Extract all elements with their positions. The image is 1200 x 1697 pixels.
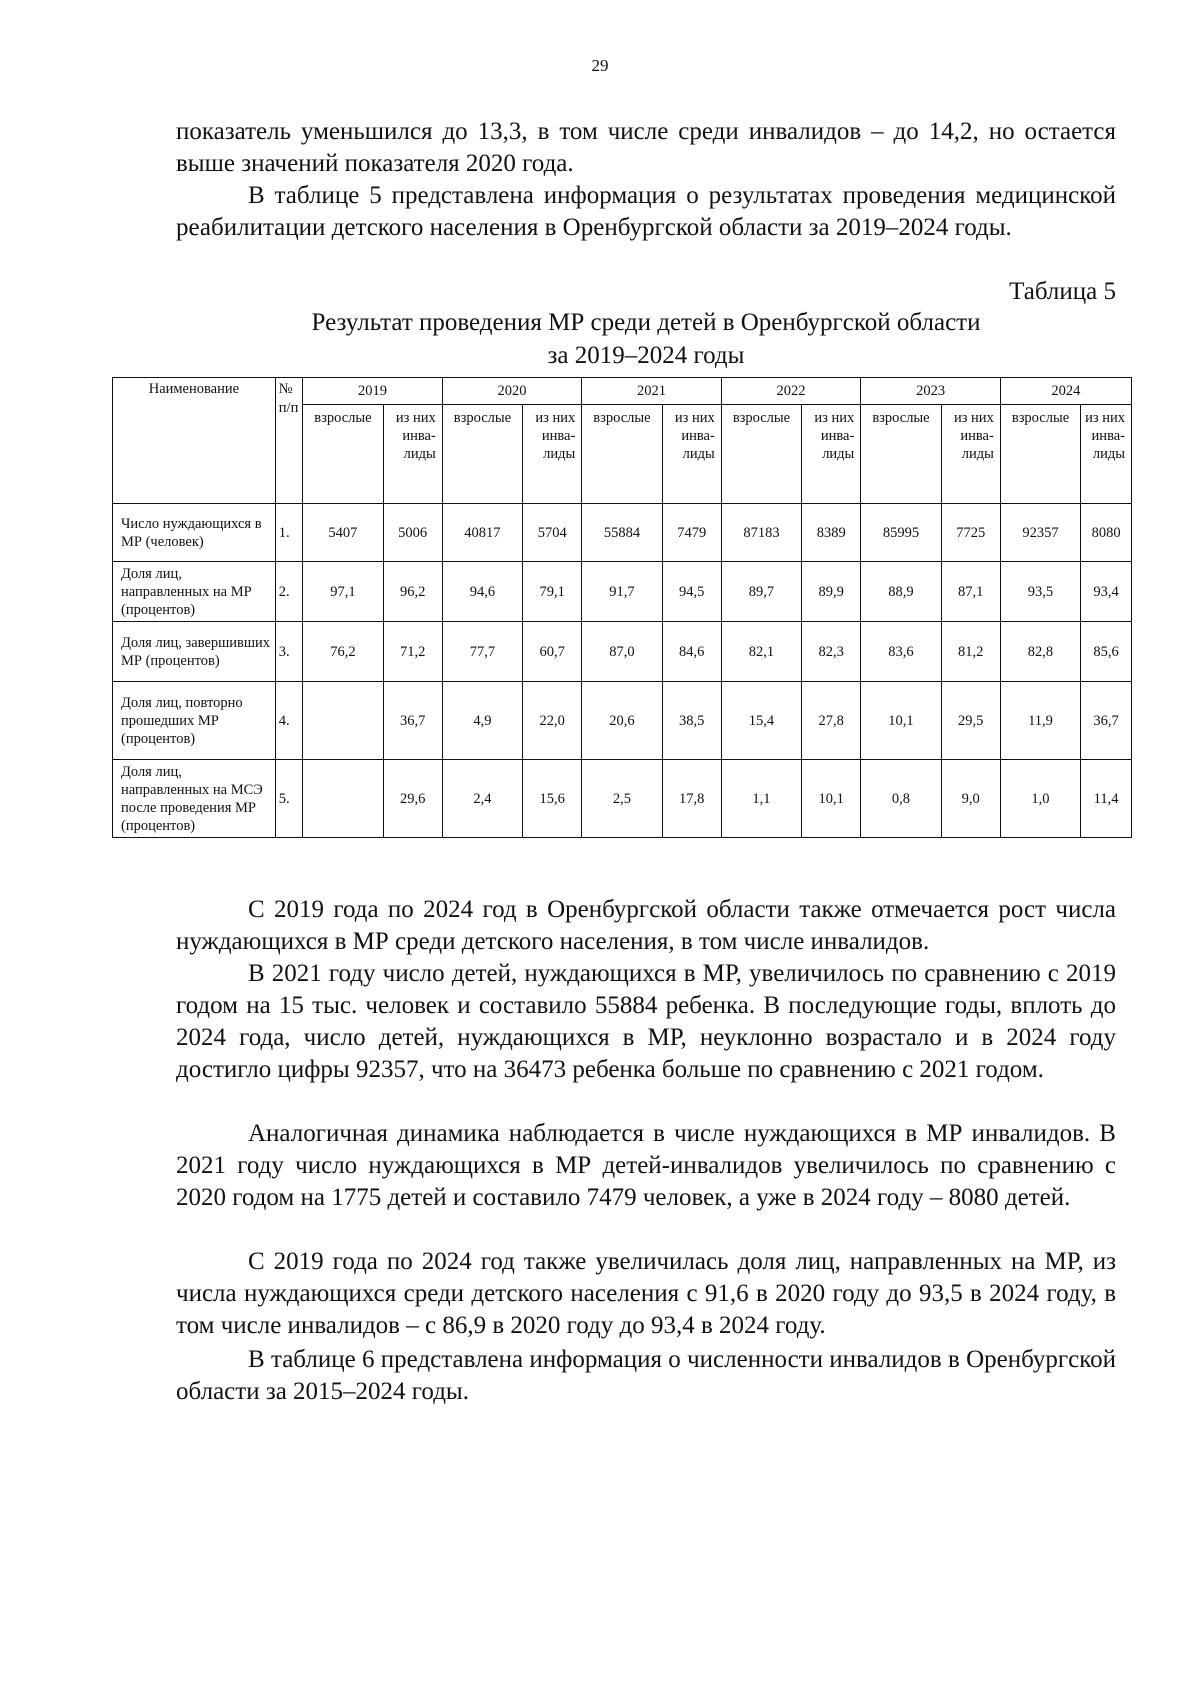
header-disabled: из них инва-лиды [523, 405, 582, 504]
table-cell: 10,1 [861, 682, 941, 760]
paragraph: Аналогичная динамика наблюдается в числе нуждающихся в МР инвалидов. В 2021 году число нуждающихся в МР детей-инвалидов увеличилось по сравнению с 2020 годом на 1775 детей и составило 7479 человек, а уже в 2024 году – 8080 детей. [176, 1120, 1116, 1211]
table-cell: 8389 [802, 504, 861, 562]
table-cell: 71,2 [383, 622, 442, 682]
header-disabled: из них инва-лиды [383, 405, 442, 504]
table-cell: 2,5 [582, 760, 662, 838]
table-cell: 89,7 [721, 562, 801, 622]
header-year: 2020 [442, 378, 582, 405]
table-cell: 27,8 [802, 682, 861, 760]
table-cell: 22,0 [523, 682, 582, 760]
header-adults: взрослые [1000, 405, 1080, 504]
table-cell: 89,9 [802, 562, 861, 622]
table-cell: 7479 [662, 504, 721, 562]
table-cell: 4,9 [442, 682, 522, 760]
table-cell: 82,3 [802, 622, 861, 682]
table-cell: 40817 [442, 504, 522, 562]
table-cell: 82,1 [721, 622, 801, 682]
table-row [113, 682, 1132, 760]
paragraph: В таблице 6 представлена информация о численности инвалидов в Оренбургской области за 2015–2024 годы. [176, 1346, 1116, 1405]
table-cell: 11,4 [1081, 760, 1132, 838]
row-name: Доля лиц, повторно прошедших МР (процентов) [113, 682, 276, 760]
table-cell: 82,8 [1000, 622, 1080, 682]
table-row [113, 760, 1132, 838]
table-cell: 1,0 [1000, 760, 1080, 838]
table-cell: 77,7 [442, 622, 522, 682]
paragraph: С 2019 года по 2024 год в Оренбургской области также отмечается рост числа нуждающихся в МР среди детского населения, в том числе инвалидов. [176, 896, 1116, 955]
table-cell: 20,6 [582, 682, 662, 760]
table-cell: 5407 [303, 504, 383, 562]
table-cell: 9,0 [941, 760, 1000, 838]
header-adults: взрослые [861, 405, 941, 504]
row-name: Доля лиц, завершивших МР (процентов) [113, 622, 276, 682]
header-adults: взрослые [442, 405, 522, 504]
table-title-line-1: Результат проведения МР среди детей в Оренбургской области [311, 309, 981, 336]
table-cell: 94,5 [662, 562, 721, 622]
table-cell: 96,2 [383, 562, 442, 622]
header-disabled: из них инва-лиды [941, 405, 1000, 504]
paragraph: В 2021 году число детей, нуждающихся в МР, увеличилось по сравнению с 2019 годом на 15 тыс. человек и составило 55884 ребенка. В последующие годы, вплоть до 2024 года, число детей, нуждающихся в МР, неуклонно возрастало и в 2024 году достигло цифры 92357, что на 36473 ребенка больше по сравнению с 2021 годом. [176, 960, 1116, 1083]
header-year: 2022 [721, 378, 861, 405]
header-disabled: из них инва-лиды [1081, 405, 1132, 504]
row-number: 2. [275, 562, 302, 622]
table-cell: 5704 [523, 504, 582, 562]
header-year: 2021 [582, 378, 722, 405]
table-row [113, 504, 1132, 562]
table-cell: 55884 [582, 504, 662, 562]
table-cell: 84,6 [662, 622, 721, 682]
table-cell [303, 682, 383, 760]
table-row [113, 562, 1132, 622]
table-cell: 36,7 [383, 682, 442, 760]
table-cell: 17,8 [662, 760, 721, 838]
table-cell: 15,4 [721, 682, 801, 760]
table-cell: 5006 [383, 504, 442, 562]
table-cell: 76,2 [303, 622, 383, 682]
header-name: Наименование [113, 378, 276, 504]
paragraph: С 2019 года по 2024 год также увеличилась доля лиц, направленных на МР, из числа нуждающихся среди детского населения с 91,6 в 2020 году до 93,5 в 2024 году, в том числе инвалидов – с 86,9 в 2020 году до 93,4 в 2024 году. [176, 1248, 1116, 1339]
row-number: 1. [275, 504, 302, 562]
header-number: № п/п [275, 378, 302, 504]
table-cell: 97,1 [303, 562, 383, 622]
row-name: Число нуждающихся в МР (человек) [113, 504, 276, 562]
table-cell: 91,7 [582, 562, 662, 622]
table-cell: 88,9 [861, 562, 941, 622]
table-title-line-2: за 2019–2024 годы [547, 342, 745, 369]
table-label: Таблица 5 [1009, 278, 1116, 305]
table-cell: 92357 [1000, 504, 1080, 562]
table-cell: 15,6 [523, 760, 582, 838]
table-cell: 83,6 [861, 622, 941, 682]
header-year: 2019 [303, 378, 443, 405]
table-cell: 7725 [941, 504, 1000, 562]
table-cell: 29,6 [383, 760, 442, 838]
header-disabled: из них инва-лиды [802, 405, 861, 504]
table-cell: 1,1 [721, 760, 801, 838]
row-name: Доля лиц, направленных на МСЭ после проведения МР (процентов) [113, 760, 276, 838]
table-cell: 79,1 [523, 562, 582, 622]
table-cell: 8080 [1081, 504, 1132, 562]
paragraph: показатель уменьшился до 13,3, в том числе среди инвалидов – до 14,2, но остается выше значений показателя 2020 года. [176, 118, 1116, 177]
table-cell: 29,5 [941, 682, 1000, 760]
data-table [112, 377, 1132, 838]
table-cell: 85,6 [1081, 622, 1132, 682]
table-cell: 93,4 [1081, 562, 1132, 622]
table-cell: 85995 [861, 504, 941, 562]
table-cell: 2,4 [442, 760, 522, 838]
row-name: Доля лиц, направленных на МР (процентов) [113, 562, 276, 622]
row-number: 3. [275, 622, 302, 682]
table-cell: 60,7 [523, 622, 582, 682]
table-cell: 10,1 [802, 760, 861, 838]
table-cell: 93,5 [1000, 562, 1080, 622]
table-cell: 87,1 [941, 562, 1000, 622]
page-number: 29 [591, 56, 609, 75]
header-adults: взрослые [582, 405, 662, 504]
table-body [113, 504, 1132, 838]
table-cell: 38,5 [662, 682, 721, 760]
row-number: 4. [275, 682, 302, 760]
table-cell: 81,2 [941, 622, 1000, 682]
table-cell: 94,6 [442, 562, 522, 622]
table-row [113, 622, 1132, 682]
table-cell [303, 760, 383, 838]
table-cell: 87183 [721, 504, 801, 562]
header-disabled: из них инва-лиды [662, 405, 721, 504]
header-year: 2024 [1000, 378, 1131, 405]
header-year: 2023 [861, 378, 1001, 405]
header-adults: взрослые [721, 405, 801, 504]
row-number: 5. [275, 760, 302, 838]
table-cell: 0,8 [861, 760, 941, 838]
header-adults: взрослые [303, 405, 383, 504]
table-cell: 36,7 [1081, 682, 1132, 760]
paragraph: В таблице 5 представлена информация о результатах проведения медицинской реабилитации детского населения в Оренбургской области за 2019–2024 годы. [176, 182, 1116, 241]
table-cell: 11,9 [1000, 682, 1080, 760]
table-title [176, 306, 1116, 372]
table-cell: 87,0 [582, 622, 662, 682]
